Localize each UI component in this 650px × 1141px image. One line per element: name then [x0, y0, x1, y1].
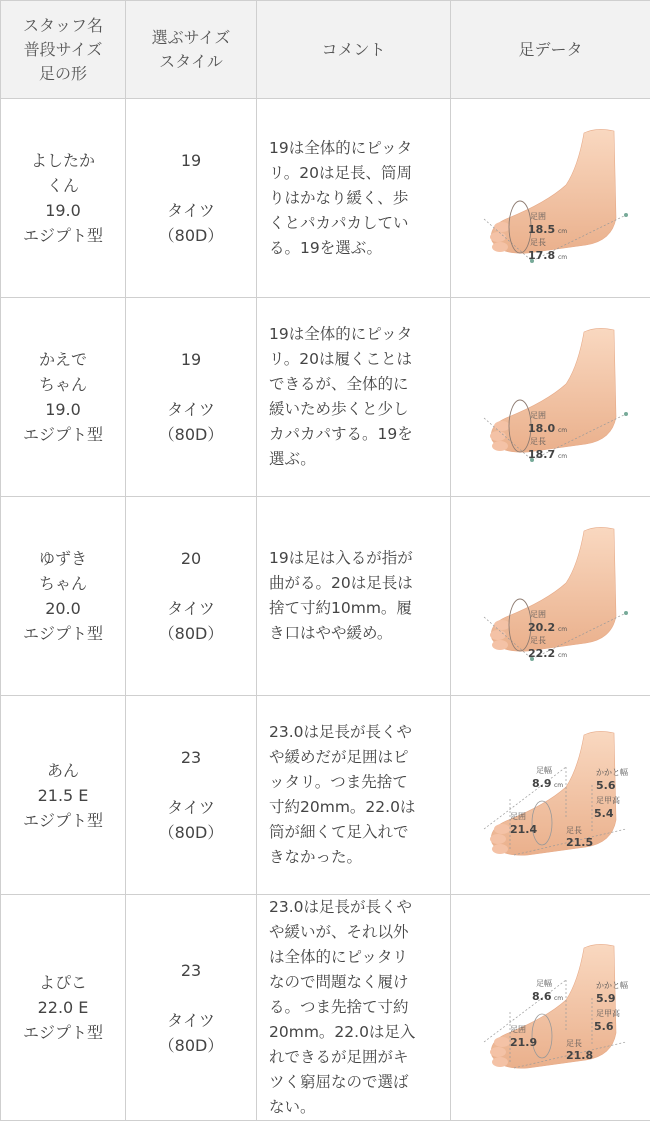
header-comment: コメント — [257, 1, 451, 99]
comment-line: リ。20は足長、筒周 — [269, 163, 412, 182]
comment-line: 選ぶ。 — [269, 450, 316, 468]
chosen-size: 23 — [180, 960, 202, 980]
size-cell — [126, 298, 257, 497]
comment-line: カパカパする。19を — [269, 425, 413, 443]
unit: cm — [557, 652, 567, 659]
header-row — [1, 1, 650, 99]
circ-label: 足囲 — [529, 610, 546, 619]
staff-name-line: かえで — [38, 350, 87, 369]
style-line: （80D） — [158, 823, 224, 842]
style-line: タイツ — [167, 400, 215, 419]
comment-line: や緩めだが足囲はピ — [269, 748, 409, 766]
staff-name-line: ちゃん — [38, 574, 87, 593]
heel-value: 5.6 — [595, 779, 615, 792]
comment-line: ッタリ。つま先捨て — [269, 773, 408, 791]
comment-line: できるが、全体的に — [269, 375, 409, 393]
foot-data-cell — [451, 99, 650, 298]
staff-name-line: 21.5 E — [37, 785, 89, 805]
size-cell — [126, 497, 257, 696]
style-line: タイツ — [167, 1010, 215, 1030]
circ-value: 21.4 — [509, 823, 537, 836]
len-label: 足長 — [529, 437, 546, 446]
len-value: 18.7 — [527, 448, 555, 461]
style-line: タイツ — [167, 201, 215, 220]
staff-name-line: 19.0 — [45, 400, 81, 419]
circ-label: 足囲 — [529, 411, 546, 420]
width-label: 足幅 — [535, 766, 552, 775]
style-line: （80D） — [158, 226, 224, 245]
unit: cm — [557, 453, 567, 460]
len-label: 足長 — [529, 636, 546, 645]
staff-name-line: よしたか — [30, 151, 95, 170]
staff-cell — [1, 99, 126, 298]
staff-name-line: エジプト型 — [22, 425, 103, 444]
comment-line: りはかなり緩く、歩 — [269, 188, 409, 207]
len-value: 17.8 — [527, 249, 555, 262]
comment-line: 20mm。22.0は足入 — [269, 1023, 416, 1041]
staff-name-line: 22.0 E — [37, 998, 89, 1017]
comment-line: 23.0は足長が長くや — [269, 898, 413, 916]
len-label: 足長 — [565, 826, 582, 835]
len-value: 21.5 — [565, 836, 593, 849]
instep-label: 足甲高 — [595, 1008, 620, 1018]
chosen-size: 23 — [180, 748, 202, 767]
comment-line: 19は足は入るが指が — [269, 549, 413, 567]
instep-label: 足甲高 — [595, 796, 620, 805]
comment-line: れできるが足囲がキ — [269, 1048, 409, 1066]
len-label: 足長 — [565, 1038, 582, 1048]
len-label: 足長 — [529, 238, 546, 247]
staff-name-line: あん — [46, 760, 79, 780]
header-staff-line: 普段サイズ — [23, 39, 103, 59]
comment-cell — [257, 99, 451, 298]
size-cell — [126, 99, 257, 298]
foot-diagram — [466, 521, 636, 671]
unit: cm — [553, 994, 563, 1002]
table-row — [1, 895, 650, 1121]
foot-diagram — [466, 725, 636, 865]
instep-value: 5.4 — [593, 807, 613, 820]
comment-line: き口はやや緩め。 — [269, 624, 393, 642]
circ-label: 足囲 — [529, 212, 546, 221]
header-staff-line: 足の形 — [38, 63, 87, 83]
unit: cm — [557, 427, 567, 434]
foot-diagram — [466, 322, 636, 472]
comment-line: は全体的にピッタリ — [269, 948, 408, 966]
comment-line: 捨て寸約10mm。履 — [269, 599, 412, 617]
comment-line: なので問題なく履け — [269, 973, 409, 991]
table-row — [1, 696, 650, 895]
staff-name-line: 20.0 — [45, 599, 81, 618]
comment-line: ない。 — [269, 1098, 316, 1116]
style-line: タイツ — [167, 599, 215, 618]
foot-data-cell — [451, 895, 650, 1121]
comment-line: 筒が細くて足入れで — [269, 823, 409, 841]
style-line: （80D） — [158, 624, 224, 643]
size-cell — [126, 696, 257, 895]
comment-line: る。19を選ぶ。 — [269, 238, 383, 257]
chosen-size: 20 — [180, 549, 202, 568]
circ-value: 20.2 — [527, 621, 555, 634]
circ-value: 21.9 — [509, 1035, 537, 1049]
comment-line: 曲がる。20は足長は — [269, 574, 413, 592]
style-line: タイツ — [167, 798, 215, 817]
circ-label: 足囲 — [509, 812, 526, 821]
table-row — [1, 497, 650, 696]
header-staff-line: スタッフ名 — [22, 15, 103, 35]
comment-line: 19は全体的にピッタ — [269, 138, 413, 157]
foot-data-cell — [451, 696, 650, 895]
style-line: （80D） — [158, 425, 224, 444]
comment-line: る。つま先捨て寸約 — [269, 998, 409, 1016]
heel-value: 5.9 — [595, 991, 615, 1005]
table-row — [1, 298, 650, 497]
header-size-line: スタイル — [159, 51, 223, 71]
comment-line: 寸約20mm。22.0は — [269, 798, 416, 816]
foot-data-cell — [451, 298, 650, 497]
staff-name-line: エジプト型 — [22, 810, 103, 830]
staff-name-line: ゆずき — [38, 549, 87, 568]
foot-diagram — [466, 938, 636, 1078]
comment-cell — [257, 696, 451, 895]
header-size-line: 選ぶサイズ — [151, 27, 231, 47]
header-foot-data: 足データ — [451, 1, 650, 99]
comment-line: 19は全体的にピッタ — [269, 325, 413, 343]
staff-name-line: よぴこ — [38, 973, 87, 992]
comment-cell — [257, 497, 451, 696]
style-line: （80D） — [158, 1035, 224, 1055]
foot-data-cell — [451, 497, 650, 696]
chosen-size: 19 — [180, 151, 202, 170]
staff-cell — [1, 895, 126, 1121]
comment-cell — [257, 895, 451, 1121]
width-value: 8.6 — [531, 989, 551, 1003]
chosen-size: 19 — [180, 350, 202, 369]
width-value: 8.9 — [531, 777, 551, 790]
header-size — [126, 1, 257, 99]
comment-line: 緩いため歩くと少し — [269, 400, 409, 418]
staff-name-line: くん — [46, 176, 79, 195]
staff-name-line: エジプト型 — [22, 226, 103, 245]
staff-name-line: 19.0 — [45, 201, 81, 220]
instep-value: 5.6 — [593, 1019, 613, 1033]
unit: cm — [557, 254, 567, 261]
circ-value: 18.0 — [527, 422, 555, 435]
staff-cell — [1, 497, 126, 696]
unit: cm — [557, 228, 567, 235]
staff-name-line: エジプト型 — [22, 1023, 103, 1042]
heel-label: かかと幅 — [595, 768, 628, 777]
size-cell — [126, 895, 257, 1121]
comment-cell — [257, 298, 451, 497]
len-value: 21.8 — [565, 1048, 593, 1062]
table-row — [1, 99, 650, 298]
unit: cm — [553, 782, 563, 789]
len-value: 22.2 — [527, 647, 555, 660]
heel-label: かかと幅 — [595, 980, 628, 990]
comment-line: リ。20は履くことは — [269, 350, 412, 368]
staff-name-line: ちゃん — [38, 375, 87, 394]
circ-value: 18.5 — [527, 223, 555, 236]
comment-line: ツく窮屈なので選ば — [269, 1073, 409, 1091]
comment-line: 23.0は足長が長くや — [269, 723, 413, 741]
staff-cell — [1, 696, 126, 895]
circ-label: 足囲 — [509, 1024, 526, 1034]
unit: cm — [557, 626, 567, 633]
comment-line: きなかった。 — [269, 848, 363, 866]
width-label: 足幅 — [535, 978, 552, 988]
comment-line: くとパカパカしてい — [269, 213, 409, 232]
header-staff — [1, 1, 126, 99]
comment-line: や緩いが、それ以外 — [269, 923, 409, 941]
foot-diagram — [466, 123, 636, 273]
staff-cell — [1, 298, 126, 497]
staff-name-line: エジプト型 — [22, 624, 103, 643]
